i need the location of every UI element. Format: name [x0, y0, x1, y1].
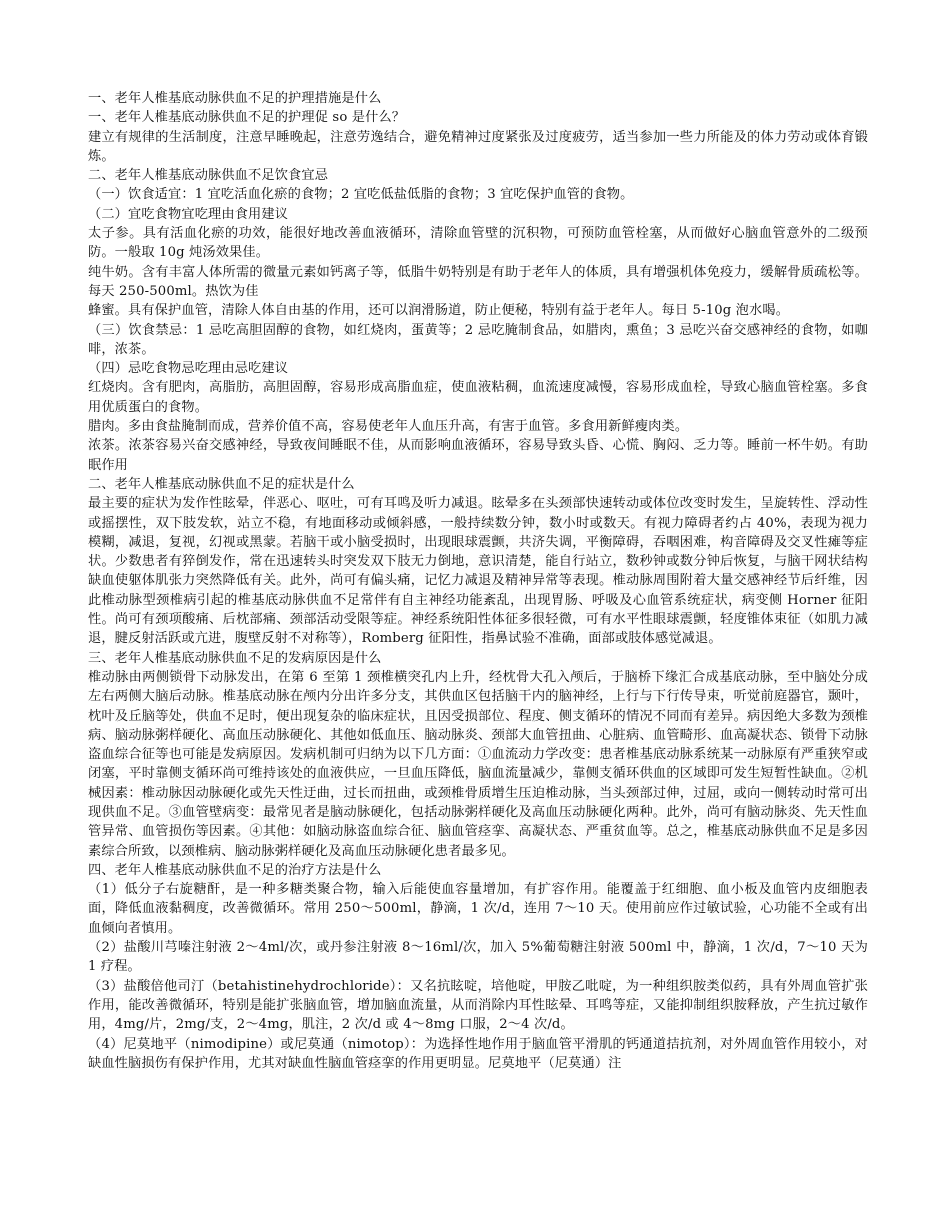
paragraph-strong-tea: 浓茶。浓茶容易兴奋交感神经，导致夜间睡眠不佳，从而影响血液循环，容易导致头昏、心慌、胸闷、乏力等。睡前一杯牛奶。有助眠作用 — [88, 438, 868, 473]
heading-treatment: 四、老年人椎基底动脉供血不足的治疗方法是什么 — [88, 862, 382, 878]
paragraph-diet-taboo: （三）饮食禁忌：1 忌吃高胆固醇的食物，如红烧肉，蛋黄等；2 忌吃腌制食品，如腊肉，熏鱼；3 忌吃兴奋交感神经的食物，如咖啡，浓茶。 — [88, 322, 868, 357]
subheading-avoid-foods: （四）忌吃食物忌吃理由忌吃建议 — [88, 361, 289, 377]
paragraph-diet-suitable: （一）饮食适宜：1 宜吃活血化瘀的食物；2 宜吃低盐低脂的食物；3 宜吃保护血管的食物。 — [88, 187, 634, 203]
paragraph-treatment-3: （3）盐酸倍他司汀（betahistinehydrochloride）：又名抗眩啶，培他啶，甲胺乙吡啶，为一种组织胺类似药，具有外周血管扩张作用，能改善微循环，特别是能扩张脑血管，增加脑血流量，从而消除内耳性眩晕、耳鸣等症，又能抑制组织胺释放，产生抗过敏作用，4mg/片，2mg/支，2～4mg，肌注，2 次/d 或 4～8mg 口服，2～4 次/d。 — [88, 978, 868, 1033]
heading-symptoms: 二、老年人椎基底动脉供血不足的症状是什么 — [88, 476, 355, 492]
paragraph-cured-meat: 腊肉。多由食盐腌制而成，营养价值不高，容易使老年人血压升高，有害于血管。多食用新鲜瘦肉类。 — [88, 419, 689, 435]
paragraph-symptoms: 最主要的症状为发作性眩晕，伴恶心、呕吐，可有耳鸣及听力减退。眩晕多在头颈部快速转动或体位改变时发生，呈旋转性、浮动性或摇摆性，双下肢发软，站立不稳，有地面移动或倾斜感，一般持续数分钟，数小时或数天。有视力障碍者约占 40%，表现为视力模糊，减退，复视，幻视或黑蒙。若脑干或小脑受损时，出现眼球震颤，共济失调，平衡障碍，吞咽困难，构音障碍及交叉性瘫等症状。少数患者有猝倒发作，常在迅速转头时突发双下肢无力倒地，意识清楚，能自行站立，数秒钟或数分钟后恢复，与脑干网状结构缺血使躯体肌张力突然降低有关。此外，尚可有偏头痛，记忆力减退及精神异常等表现。椎动脉周围附着大量交感神经节后纤维，因此椎动脉型颈椎病引起的椎基底动脉供血不足常伴有自主神经功能紊乱，出现胃肠、呼吸及心血管系统症状，病变侧 Horner 征阳性。尚可有颈项酸痛、后枕部痛、颈部活动受限等症。神经系统阳性体征多很轻微，可有水平性眼球震颤，轻度锥体束征（如肌力减退，腱反射活跃或亢进，腹壁反射不对称等），Romberg 征阳性，指鼻试验不准确，面部或肢体感觉减退。 — [88, 496, 868, 647]
paragraph-lifestyle: 建立有规律的生活制度，注意早睡晚起，注意劳逸结合，避免精神过度紧张及过度疲劳，适当参加一些力所能及的体力劳动或体育锻炼。 — [88, 129, 868, 164]
heading-care-measures: 一、老年人椎基底动脉供血不足的护理措施是什么 — [88, 91, 382, 106]
paragraph-milk: 纯牛奶。含有丰富人体所需的微量元素如钙离子等，低脂牛奶特别是有助于老年人的体质，具有增强机体免疫力，缓解骨质疏松等。每天 250-500ml。热饮为佳 — [88, 264, 868, 299]
paragraph-treatment-2: （2）盐酸川芎嗪注射液 2～4ml/次，或丹参注射液 8～16ml/次，加入 5%葡萄糖注射液 500ml 中，静滴，1 次/d，7～10 天为 1 疗程。 — [88, 940, 868, 975]
heading-diet: 二、老年人椎基底动脉供血不足饮食宜忌 — [88, 168, 329, 184]
paragraph-honey: 蜂蜜。具有保护血管，清除人体自由基的作用，还可以润滑肠道，防止便秘，特别有益于老年人。每日 5-10g 泡水喝。 — [88, 303, 790, 319]
paragraph-taizishen: 太子参。具有活血化瘀的功效，能很好地改善血液循环，清除血管壁的沉积物，可预防血管栓塞，从而做好心脑血管意外的二级预防。一般取 10g 炖汤效果佳。 — [88, 226, 868, 261]
paragraph-treatment-4: （4）尼莫地平（nimodipine）或尼莫通（nimotop）：为选择性地作用于脑血管平滑肌的钙通道拮抗剂，对外周血管作用较小，对缺血性脑损伤有保护作用，尤其对缺血性脑血管痉挛的作用更明显。尼莫地平（尼莫通）注 — [88, 1036, 868, 1071]
heading-care-measures-alt: 一、老年人椎基底动脉供血不足的护理促 so 是什么？ — [88, 110, 406, 126]
subheading-recommended-foods: （二）宜吃食物宜吃理由食用建议 — [88, 206, 289, 222]
heading-causes: 三、老年人椎基底动脉供血不足的发病原因是什么 — [88, 650, 382, 666]
paragraph-braised-pork: 红烧肉。含有肥肉，高脂肪，高胆固醇，容易形成高脂血症，使血液粘稠，血流速度减慢，容易形成血栓，导致心脑血管栓塞。多食用优质蛋白的食物。 — [88, 380, 868, 415]
paragraph-causes: 椎动脉由两侧锁骨下动脉发出，在第 6 至第 1 颈椎横突孔内上升，经枕骨大孔入颅后，于脑桥下缘汇合成基底动脉，至中脑处分成左右两侧大脑后动脉。椎基底动脉在颅内分出许多分支，其供血区包括脑干内的脑神经，上行与下行传导束，听觉前庭器官，颞叶，枕叶及丘脑等处，供血不足时，便出现复杂的临床症状，且因受损部位、程度、侧支循环的情况不同而有差异。病因绝大多数为颈椎病、脑动脉粥样硬化、高血压动脉硬化、其他如低血压、脑动脉炎、颈部大血管扭曲、心脏病、血管畸形、血高凝状态、锁骨下动脉盗血综合征等也可能是发病原因。发病机制可归纳为以下几方面：①血流动力学改变：患者椎基底动脉系统某一动脉原有严重狭窄或闭塞，平时靠侧支循环尚可维持该处的血液供应，一旦血压降低，脑血流量减少，靠侧支循环供血的区域即可发生短暂性缺血。②机械因素：椎动脉因动脉硬化或先天性迂曲，过长而扭曲，或颈椎骨质增生压迫椎动脉，当头颈部过伸，过屈，或向一侧转动时常可出现供血不足。③血管壁病变：最常见者是脑动脉硬化，包括动脉粥样硬化及高血压动脉硬化两种。此外，尚可有脑动脉炎、先天性血管异常、血管损伤等因素。④其他：如脑动脉盗血综合征、脑血管痉挛、高凝状态、严重贫血等。总之，椎基底动脉供血不足是多因素综合所致，以颈椎病、脑动脉粥样硬化及高血压动脉硬化患者最多见。 — [88, 669, 868, 859]
document-body — [88, 89, 868, 1073]
paragraph-treatment-1: （1）低分子右旋糖酐，是一种多糖类聚合物，输入后能使血容量增加，有扩容作用。能覆盖于红细胞、血小板及血管内皮细胞表面，降低血液黏稠度，改善微循环。常用 250～500ml，静滴，1 次/d，连用 7～10 天。使用前应作过敏试验，心功能不全或有出血倾向者慎用。 — [88, 882, 868, 936]
